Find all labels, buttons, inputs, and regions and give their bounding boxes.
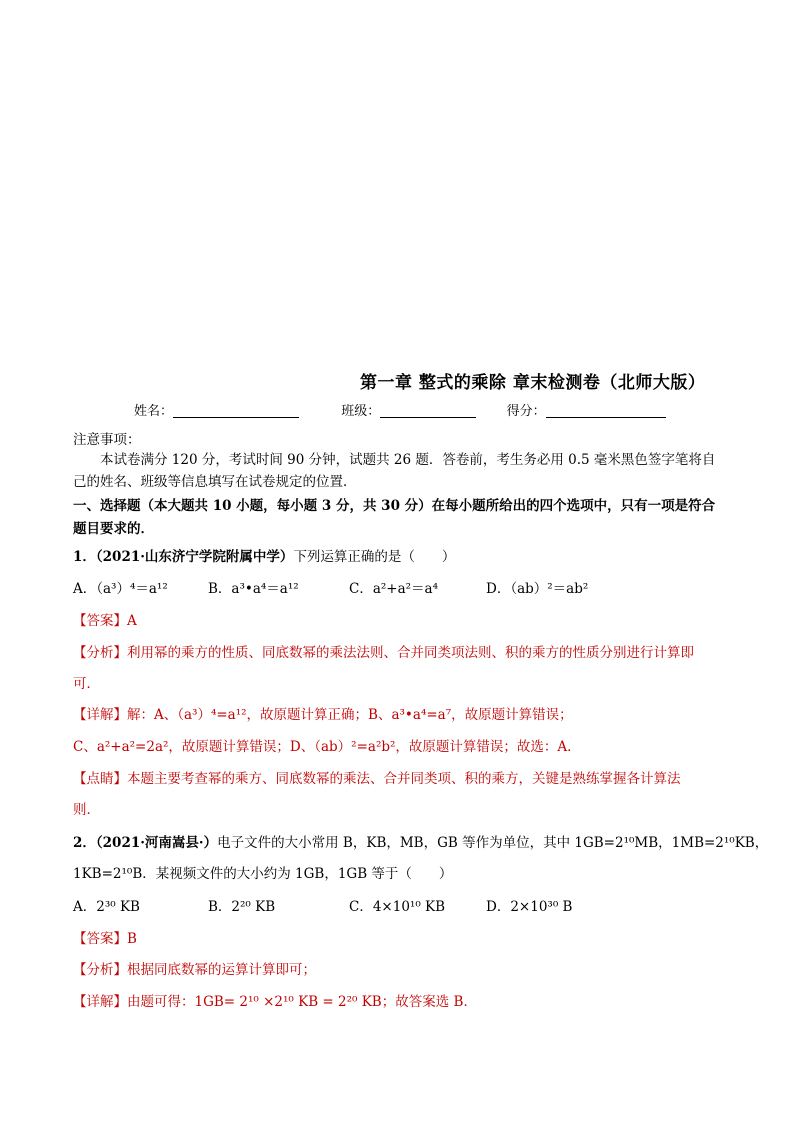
question-1-answer [73, 612, 137, 631]
question-1-option-a: A．（a³）⁴＝a¹² [73, 581, 168, 597]
question-2-detail-line-1 [73, 993, 477, 1012]
question-1-stem [73, 548, 455, 567]
question-2-answer [73, 930, 137, 949]
answer-value: B [127, 931, 137, 947]
question-2-stem-line-2: 1KB=2¹⁰B．某视频文件的大小约为 1GB，1GB 等于（ ） [73, 866, 453, 882]
class-blank[interactable] [380, 403, 476, 418]
question-2-stem-line-1 [73, 834, 768, 853]
question-1-analysis-line-2: 可． [73, 676, 100, 692]
question-1-analysis-line-1 [73, 644, 694, 663]
section-heading-line-2: 题目要求的． [73, 521, 154, 537]
notice-heading: 注意事项： [73, 432, 141, 448]
notice-line-2: 己的姓名、班级等信息填写在试卷规定的位置． [73, 474, 357, 490]
detail-text: 解：A、（a³）⁴=a¹²，故原题计算正确；B、a³•a⁴=a⁷，故原题计算错误； [127, 707, 573, 723]
question-1-detail-line-2: C、a²+a²=2a²，故原题计算错误；D、（ab）²=a²b²，故原题计算错误；故选：A． [73, 739, 581, 755]
answer-tag: 【答案】 [73, 613, 127, 629]
question-2-option-c: C．4×10¹⁰ KB [349, 899, 446, 915]
question-1-option-b: B．a³•a⁴＝a¹² [208, 581, 299, 597]
comment-tag: 【点睛】 [73, 771, 127, 787]
question-2-number: 2． [73, 835, 96, 851]
question-1-comment-line-2: 则． [73, 802, 100, 818]
answer-tag: 【答案】 [73, 931, 127, 947]
question-2-option-d: D．2×10³⁰ B [486, 899, 573, 915]
score-blank[interactable] [546, 403, 666, 418]
answer-value: A [127, 613, 137, 629]
question-2-option-b: B．2²⁰ KB [208, 899, 276, 915]
question-1-text: 下列运算正确的是（ ） [293, 549, 456, 565]
page-title: 第一章 整式的乘除 章末检测卷（北师大版） [360, 373, 706, 393]
comment-text: 本题主要考查幂的乘方、同底数幂的乘法、合并同类项、积的乘方，关键是熟练掌握各计算法 [127, 771, 681, 787]
detail-tag: 【详解】 [73, 707, 127, 723]
question-1-number: 1． [73, 549, 96, 565]
question-1-option-c: C．a²+a²＝a⁴ [349, 581, 439, 597]
student-info-row [134, 400, 666, 419]
class-label: 班级： [341, 404, 381, 419]
analysis-text: 根据同底数幂的运算计算即可； [127, 962, 316, 978]
question-1-detail-line-1 [73, 706, 573, 725]
notice-line-1: 本试卷满分 120 分，考试时间 90 分钟，试题共 26 题．答卷前，考生务必用 0.5 毫米黑色签字笔将自 [100, 452, 716, 468]
question-1-comment-line-1 [73, 770, 681, 789]
name-label: 姓名： [134, 404, 174, 419]
detail-text: 由题可得：1GB= 2¹⁰ ×2¹⁰ KB = 2²⁰ KB；故答案选 B． [127, 994, 477, 1010]
question-2-option-a: A．2³⁰ KB [73, 899, 140, 915]
detail-tag: 【详解】 [73, 994, 127, 1010]
name-blank[interactable] [173, 403, 299, 418]
question-2-source: （2021·河南嵩县·） [95, 835, 218, 851]
question-2-text: 电子文件的大小常用 B，KB，MB，GB 等作为单位，其中 1GB=2¹⁰MB，1MB=2¹⁰KB， [217, 835, 769, 851]
analysis-tag: 【分析】 [73, 962, 127, 978]
analysis-text: 利用幂的乘方的性质、同底数幂的乘法法则、合并同类项法则、积的乘方的性质分别进行计算即 [127, 645, 694, 661]
question-2-analysis-line-1 [73, 961, 316, 980]
score-label: 得分： [506, 404, 546, 419]
question-1-option-d: D．（ab）²＝ab² [486, 581, 589, 597]
question-1-source: （2021·山东济宁学院附属中学） [95, 549, 294, 565]
section-heading-line-1: 一、选择题（本大题共 10 小题，每小题 3 分，共 30 分）在每小题所给出的四个选项中，只有一项是符合 [73, 498, 716, 514]
analysis-tag: 【分析】 [73, 645, 127, 661]
